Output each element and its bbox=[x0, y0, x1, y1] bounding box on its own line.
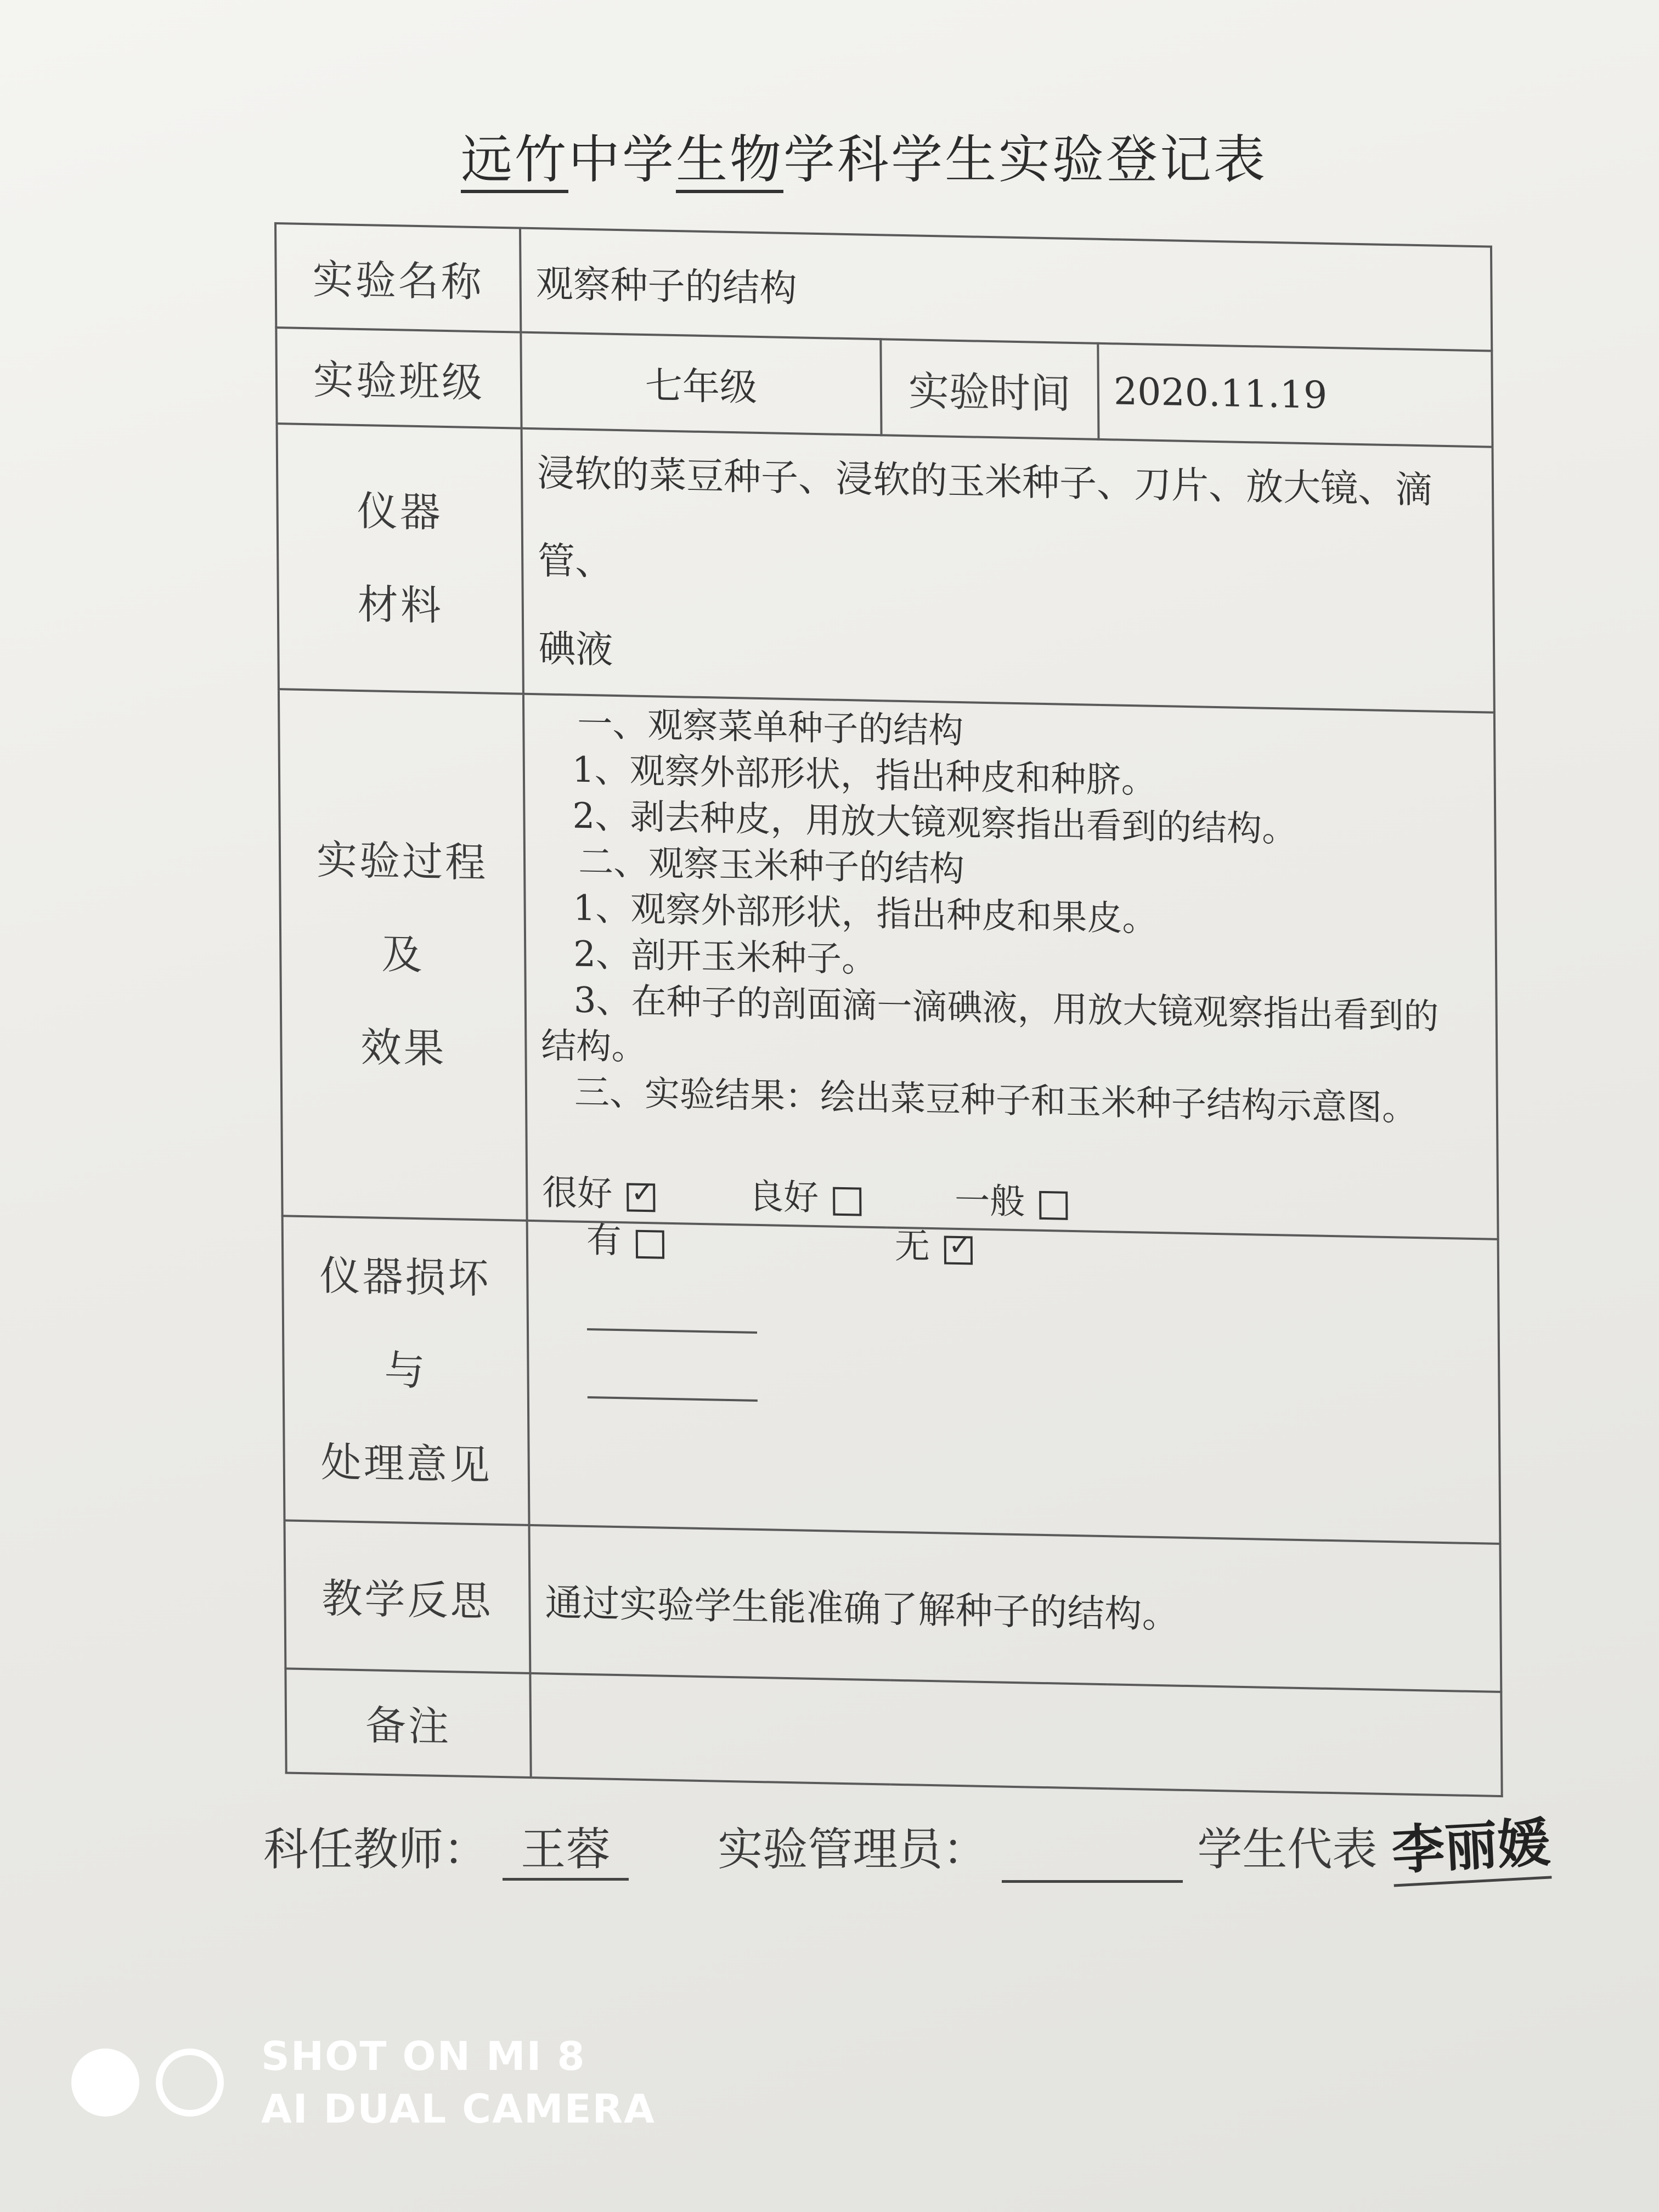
label-process-line2: 及 bbox=[381, 930, 425, 979]
process-line: 2、剥去种皮，用放大镜观察指出看到的结构。 bbox=[572, 795, 1297, 850]
label-class: 实验班级 bbox=[276, 328, 521, 428]
teacher-name: 王蓉 bbox=[503, 1814, 629, 1881]
label-damage bbox=[283, 1216, 529, 1525]
process-line: 一、观察菜单种子的结构 bbox=[577, 703, 964, 752]
process-line: 3、在种子的剖面滴一滴碘液，用放大镜观察指出看到的 bbox=[573, 980, 1439, 1037]
rating-fair-label: 一般 bbox=[954, 1180, 1025, 1223]
value-process bbox=[523, 694, 1498, 1239]
title-subject: 生物 bbox=[676, 130, 783, 193]
damage-no bbox=[894, 1218, 973, 1270]
label-materials-line2: 材料 bbox=[357, 580, 444, 630]
process-line: 二、观察玉米种子的结构 bbox=[578, 842, 965, 890]
row-damage bbox=[283, 1216, 1500, 1544]
signature-footer bbox=[263, 1805, 1550, 1883]
page-title bbox=[461, 118, 1267, 192]
damage-yes-checkbox[interactable] bbox=[636, 1229, 664, 1259]
row-process bbox=[279, 689, 1498, 1239]
admin-name bbox=[1002, 1836, 1183, 1883]
value-reflection: 通过实验学生能准确了解种子的结构。 bbox=[529, 1525, 1502, 1692]
damage-yes-label: 有 bbox=[586, 1220, 622, 1262]
value-class: 七年级 bbox=[521, 332, 881, 436]
label-materials-line1: 仪器 bbox=[357, 487, 443, 537]
value-experiment-name: 观察种子的结构 bbox=[520, 228, 1492, 351]
teacher-label: 科任教师： bbox=[263, 1824, 489, 1876]
label-damage-line2: 与 bbox=[384, 1346, 427, 1395]
process-line: 三、实验结果：绘出菜豆种子和玉米种子结构示意图。 bbox=[574, 1072, 1418, 1130]
watermark-line2: AI DUAL CAMERA bbox=[261, 2086, 656, 2132]
label-time: 实验时间 bbox=[881, 339, 1098, 439]
process-line: 2、剖开玉米种子。 bbox=[573, 934, 877, 981]
rating-excellent bbox=[542, 1164, 656, 1217]
watermark-text bbox=[261, 2030, 656, 2135]
value-materials bbox=[522, 428, 1494, 713]
label-process bbox=[279, 689, 527, 1221]
value-time: 2020.11.19 bbox=[1098, 343, 1492, 447]
camera-watermark bbox=[71, 2030, 656, 2135]
materials-line1: 浸软的菜豆种子、浸软的玉米种子、刀片、放大镜、滴管、 bbox=[537, 452, 1433, 584]
damage-no-label: 无 bbox=[894, 1226, 930, 1267]
value-damage bbox=[527, 1221, 1500, 1544]
watermark-line1: SHOT ON MI 8 bbox=[261, 2033, 586, 2079]
process-line: 1、观察外部形状，指出种皮和果皮。 bbox=[573, 888, 1158, 940]
student-label: 学生代表 bbox=[1197, 1824, 1378, 1876]
label-process-line1: 实验过程 bbox=[316, 836, 488, 887]
rating-fair-checkbox[interactable] bbox=[1039, 1190, 1068, 1220]
damage-no-checkbox[interactable] bbox=[944, 1235, 973, 1265]
rating-good-label: 良好 bbox=[748, 1176, 819, 1219]
label-materials bbox=[277, 424, 523, 694]
blank-line bbox=[587, 1312, 757, 1334]
process-line: 结构。 bbox=[541, 1025, 647, 1069]
label-reflection: 教学反思 bbox=[285, 1520, 531, 1673]
ring-circle-icon bbox=[156, 2049, 224, 2117]
row-materials bbox=[277, 424, 1494, 713]
rating-good bbox=[748, 1169, 862, 1221]
rating-excellent-checkbox[interactable] bbox=[627, 1183, 655, 1212]
student-signature: 李丽媛 bbox=[1390, 1801, 1551, 1887]
materials-line2: 碘液 bbox=[538, 627, 613, 672]
title-school-suffix: 中学 bbox=[568, 130, 676, 190]
damage-yes bbox=[586, 1212, 665, 1264]
label-process-line3: 效果 bbox=[360, 1024, 447, 1073]
admin-label: 实验管理员： bbox=[718, 1824, 988, 1876]
registration-table bbox=[274, 222, 1503, 1797]
label-notes: 备注 bbox=[285, 1668, 531, 1778]
label-damage-line3: 处理意见 bbox=[320, 1438, 493, 1489]
rating-good-checkbox[interactable] bbox=[833, 1187, 861, 1216]
rating-fair bbox=[955, 1172, 1068, 1225]
process-line: 1、观察外部形状，指出种皮和种脐。 bbox=[572, 749, 1156, 802]
title-school: 远竹 bbox=[461, 130, 568, 193]
registration-form bbox=[274, 222, 1502, 1751]
row-reflection bbox=[285, 1520, 1502, 1692]
label-damage-line1: 仪器损坏 bbox=[319, 1252, 491, 1303]
blank-line bbox=[588, 1380, 758, 1402]
title-rest: 学科学生实验登记表 bbox=[783, 130, 1268, 190]
filled-circle-icon bbox=[71, 2049, 139, 2117]
value-notes bbox=[530, 1673, 1502, 1796]
rating-excellent-label: 很好 bbox=[542, 1172, 613, 1215]
label-experiment-name: 实验名称 bbox=[275, 223, 521, 332]
